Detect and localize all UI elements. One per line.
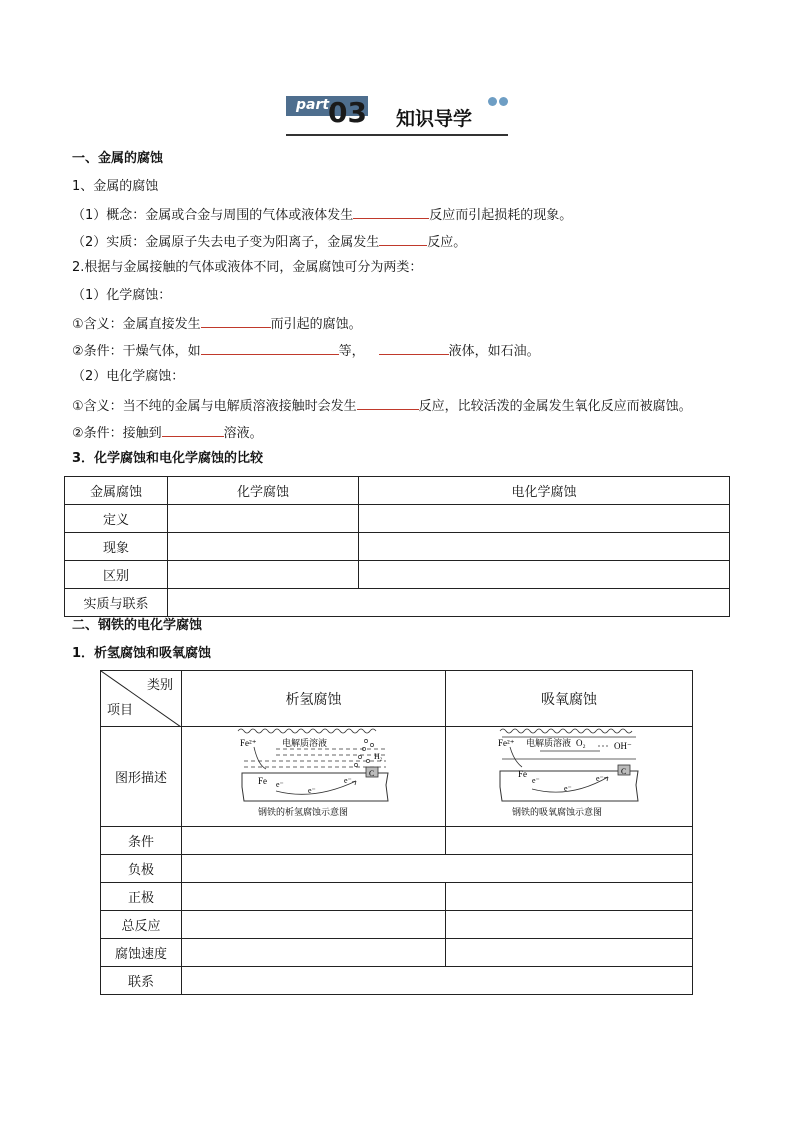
table2-col-o2: 吸氧腐蚀 bbox=[446, 671, 693, 727]
elec-title: （2）电化学腐蚀： bbox=[72, 369, 185, 384]
chem-meaning-line bbox=[72, 314, 362, 334]
table1-cell[interactable] bbox=[359, 505, 730, 533]
h2-bubbles bbox=[354, 739, 373, 766]
table1-header-metal: 金属腐蚀 bbox=[65, 477, 168, 505]
table2-row-label: 腐蚀速度 bbox=[101, 939, 182, 967]
corner-top-label: 类别 bbox=[146, 678, 173, 693]
essence-text: （2）实质：金属原子失去电子变为阳离子，金属发生 bbox=[72, 235, 380, 250]
elec-meaning-blank[interactable] bbox=[357, 396, 419, 410]
o2-metal-label: Fe bbox=[518, 769, 527, 779]
h2-ion-arrow bbox=[254, 747, 266, 769]
chem-cond-mid: 等， bbox=[338, 344, 365, 359]
h2-solution-label: 电解质溶液 bbox=[282, 738, 328, 748]
o2-ion-label: Fe²⁺ bbox=[498, 738, 515, 748]
comparison-table bbox=[64, 476, 730, 617]
section1-sub2: 2.根据与金属接触的气体或液体不同，金属腐蚀可分为两类： bbox=[72, 260, 423, 275]
table2-cell[interactable] bbox=[182, 911, 446, 939]
elec-meaning-end: 反应，比较活泼的金属发生氧化反应而被腐蚀。 bbox=[418, 399, 692, 414]
table1-row-label: 实质与联系 bbox=[65, 589, 168, 617]
o2-electron-label-2: e⁻ bbox=[564, 784, 572, 793]
table2-row-label: 图形描述 bbox=[101, 727, 182, 827]
o2-oxygen-label: O₂ bbox=[576, 738, 586, 748]
essence-blank[interactable] bbox=[379, 232, 427, 246]
essence-line bbox=[72, 232, 466, 252]
concept-line bbox=[72, 205, 572, 225]
chem-meaning-text: ①含义：金属直接发生 bbox=[72, 317, 201, 332]
table2-row-label: 负极 bbox=[101, 855, 182, 883]
h2-electron-label-3: e⁻ bbox=[344, 776, 352, 785]
o2-electron-label-3: e⁻ bbox=[596, 774, 604, 783]
h2-gas-label: H₂ bbox=[374, 752, 383, 761]
table1-header-chem: 化学腐蚀 bbox=[168, 477, 359, 505]
section2-sub1: 1．析氢腐蚀和吸氧腐蚀 bbox=[72, 646, 212, 661]
table2-row-label: 正极 bbox=[101, 883, 182, 911]
chem-cond-end: 液体，如石油。 bbox=[448, 344, 540, 359]
corrosion-table bbox=[100, 670, 693, 995]
h2-electron-label-2: e⁻ bbox=[308, 786, 316, 795]
o2-hydroxide-label: OH⁻ bbox=[614, 741, 632, 751]
section2-heading: 二、钢铁的电化学腐蚀 bbox=[72, 618, 203, 633]
header-underline bbox=[286, 134, 508, 136]
elec-meaning-text: ①含义：当不纯的金属与电解质溶液接触时会发生 bbox=[72, 399, 357, 414]
essence-text-end: 反应。 bbox=[427, 235, 467, 250]
elec-meaning-line bbox=[72, 396, 692, 416]
h2-liquid-surface bbox=[238, 729, 376, 733]
table1-cell[interactable] bbox=[359, 561, 730, 589]
elec-cond-end: 溶液。 bbox=[223, 426, 263, 441]
section-header bbox=[286, 96, 508, 138]
o2-ion-arrow bbox=[510, 747, 522, 767]
chem-cond-blank1[interactable] bbox=[201, 341, 339, 355]
chem-cond-blank2[interactable] bbox=[379, 341, 449, 355]
o2-diagram-caption: 钢铁的吸氧腐蚀示意图 bbox=[512, 808, 603, 818]
table1-header-elec: 电化学腐蚀 bbox=[359, 477, 730, 505]
table2-row-label: 条件 bbox=[101, 827, 182, 855]
chem-meaning-blank[interactable] bbox=[201, 314, 271, 328]
chem-title: （1）化学腐蚀： bbox=[72, 288, 172, 303]
concept-blank[interactable] bbox=[353, 205, 429, 219]
o2-liquid-surface bbox=[500, 729, 632, 733]
h2-metal-label: Fe bbox=[258, 776, 267, 786]
table2-cell[interactable] bbox=[446, 939, 693, 967]
table2-cell[interactable] bbox=[182, 967, 693, 995]
table1-cell[interactable] bbox=[168, 533, 359, 561]
elec-cond-line bbox=[72, 423, 263, 443]
page-title: 知识导学 bbox=[396, 108, 473, 130]
part-label: part. bbox=[296, 97, 335, 113]
table1-row-label: 现象 bbox=[65, 533, 168, 561]
table2-corner bbox=[101, 671, 182, 727]
table1-row-label: 区别 bbox=[65, 561, 168, 589]
table1-cell[interactable] bbox=[168, 589, 730, 617]
table2-cell[interactable] bbox=[446, 827, 693, 855]
section1-sub3: 3．化学腐蚀和电化学腐蚀的比较 bbox=[72, 451, 264, 466]
section1-heading: 一、金属的腐蚀 bbox=[72, 151, 164, 166]
table1-row-label: 定义 bbox=[65, 505, 168, 533]
h2-corrosion-diagram bbox=[236, 727, 392, 819]
table2-col-h2: 析氢腐蚀 bbox=[182, 671, 446, 727]
elec-cond-text: ②条件：接触到 bbox=[72, 426, 162, 441]
chem-meaning-end: 而引起的腐蚀。 bbox=[270, 317, 362, 332]
o2-electron-label-1: e⁻ bbox=[532, 776, 540, 785]
table1-cell[interactable] bbox=[168, 561, 359, 589]
table2-cell[interactable] bbox=[182, 855, 693, 883]
table1-cell[interactable] bbox=[168, 505, 359, 533]
table2-cell[interactable] bbox=[182, 939, 446, 967]
table2-cell[interactable] bbox=[446, 911, 693, 939]
table2-row-label: 联系 bbox=[101, 967, 182, 995]
section1-sub1: 1、金属的腐蚀 bbox=[72, 179, 159, 194]
o2-corrosion-diagram bbox=[496, 727, 642, 819]
o2-cathode-label: C bbox=[621, 767, 627, 776]
table1-cell[interactable] bbox=[359, 533, 730, 561]
h2-ion-label: Fe²⁺ bbox=[240, 738, 257, 748]
part-number: 03 bbox=[328, 96, 367, 129]
h2-electrolyte-hatching bbox=[244, 749, 386, 767]
chem-cond-text: ②条件：干燥气体，如 bbox=[72, 344, 201, 359]
concept-text-end: 反应而引起损耗的现象。 bbox=[429, 208, 573, 223]
corner-bottom-label: 项目 bbox=[107, 703, 134, 718]
table2-cell[interactable] bbox=[182, 883, 446, 911]
decor-dots-icon bbox=[488, 96, 510, 106]
chem-cond-line bbox=[72, 341, 540, 361]
table2-cell[interactable] bbox=[182, 827, 446, 855]
table2-row-label: 总反应 bbox=[101, 911, 182, 939]
h2-electron-label-1: e⁻ bbox=[276, 780, 284, 789]
h2-diagram-caption: 钢铁的析氢腐蚀示意图 bbox=[258, 808, 349, 818]
o2-solution-label: 电解质溶液 bbox=[526, 738, 572, 748]
h2-cathode-label: C bbox=[369, 769, 375, 778]
concept-text: （1）概念：金属或合金与周围的气体或液体发生 bbox=[72, 208, 354, 223]
elec-cond-blank[interactable] bbox=[162, 423, 224, 437]
table2-cell[interactable] bbox=[446, 883, 693, 911]
